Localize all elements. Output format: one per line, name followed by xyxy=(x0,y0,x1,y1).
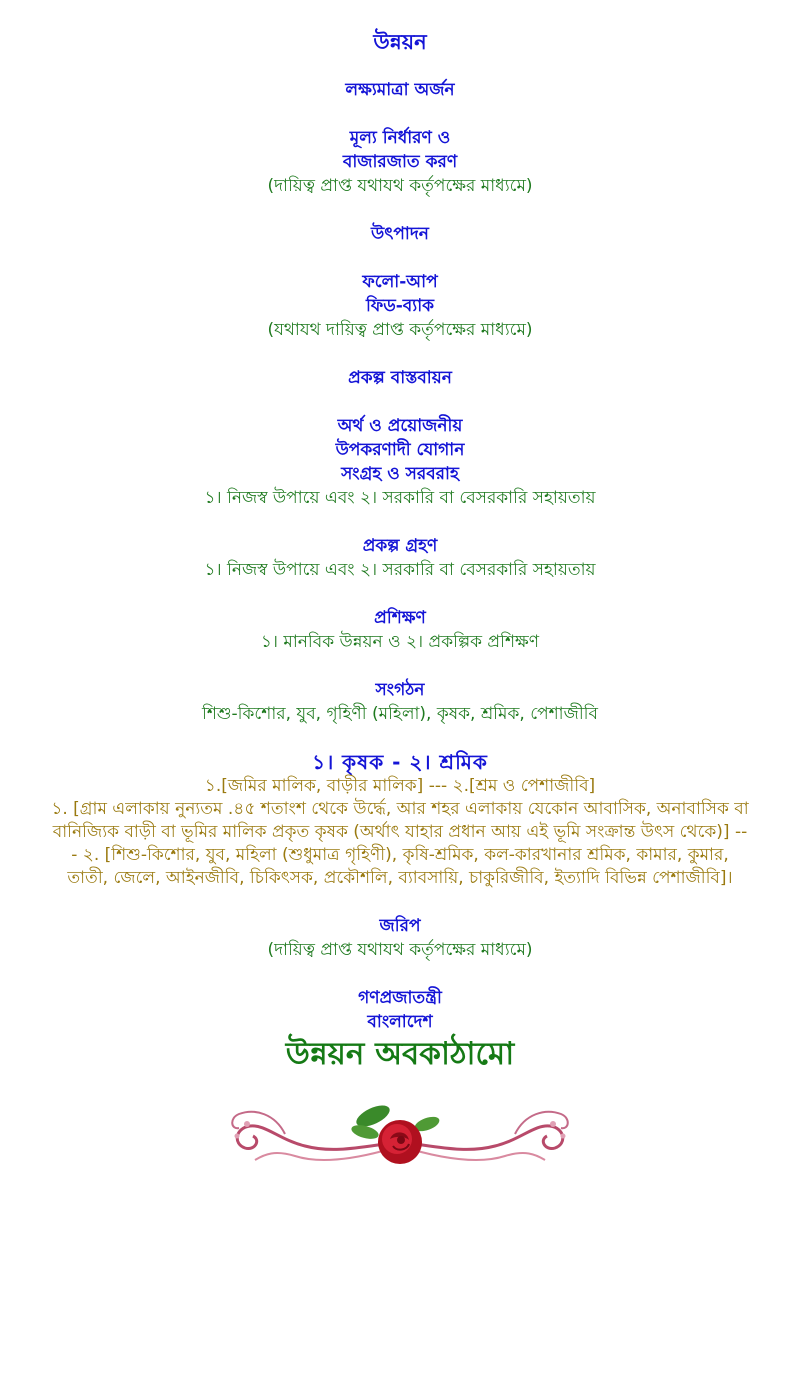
classes-summary: ১.[জমির মালিক, বাড়ীর মালিক] --- ২.[শ্রম ও পেশাজীবি] xyxy=(204,776,596,796)
production-heading: উৎপাদন xyxy=(371,224,429,244)
organization-note: শিশু-কিশোর, যুব, গৃহিণী (মহিলা), কৃষক, শ্রমিক, পেশাজীবি xyxy=(201,704,599,724)
classes-heading: ১। কৃষক - ২। শ্রমিক xyxy=(312,750,488,774)
organization-heading: সংগঠন xyxy=(375,680,425,700)
supply-line-3: সংগ্রহ ও সরবরাহ xyxy=(341,464,459,484)
pricing-note: (দায়িত্ব প্রাপ্ত যথাযথ কর্তৃপক্ষের মাধ্যমে) xyxy=(267,176,533,196)
footer-line-1: গণপ্রজাতন্ত্রী xyxy=(358,988,442,1008)
followup-note: (যথাযথ দায়িত্ব প্রাপ্ত কর্তৃপক্ষের মাধ্যমে) xyxy=(267,320,533,340)
supply-note: ১। নিজস্ব উপায়ে এবং ২। সরকারি বা বেসরকারি সহায়তায় xyxy=(204,488,596,508)
classes-detail: ১. [গ্রাম এলাকায় নুন্যতম .৪৫ শতাংশ থেকে উর্দ্ধে, আর শহর এলাকায় যেকোন আবাসিক, অনাবাসিক বা বানিজ্যিক বাড়ী বা ভূমির মালিক প্রকৃত কৃষক (অর্থাৎ যাহার প্রধান আয় এই ভূমি সংক্রান্ত উৎস থেকে)] --- ২. [শিশু-কিশোর, যুব, মহিলা (শুধুমাত্র গৃহিণী), কৃষি-শ্রমিক, কল-কারখানার শ্রমিক, কামার, কুমার, তাতী, জেলে, আইনজীবি, চিকিৎসক, প্রকৌশলি, ব্যাবসায়ি, চাকুরিজীবি, ইত্যাদি বিভিন্ন পেশাজীবি]। xyxy=(51,799,749,888)
footer-line-2: বাংলাদেশ xyxy=(367,1012,433,1032)
followup-line-2: ফিড-ব্যাক xyxy=(365,296,435,316)
adoption-heading: প্রকল্প গ্রহণ xyxy=(362,536,438,556)
adoption-note: ১। নিজস্ব উপায়ে এবং ২। সরকারি বা বেসরকারি সহায়তায় xyxy=(204,560,596,580)
pricing-line-2: বাজারজাত করণ xyxy=(342,152,458,172)
survey-note: (দায়িত্ব প্রাপ্ত যথাযথ কর্তৃপক্ষের মাধ্যমে) xyxy=(267,940,533,960)
survey-heading: জরিপ xyxy=(379,916,421,936)
footer-main-title: উন্নয়ন অবকাঠামো xyxy=(285,1036,515,1072)
pricing-line-1: মূল্য নির্ধারণ ও xyxy=(349,128,451,148)
training-heading: প্রশিক্ষণ xyxy=(374,608,426,628)
followup-line-1: ফলো-আপ xyxy=(362,272,438,292)
implementation-heading: প্রকল্প বাস্তবায়ন xyxy=(348,368,452,388)
rose-scroll-ornament-icon xyxy=(225,1094,575,1174)
training-note: ১। মানবিক উন্নয়ন ও ২। প্রকল্পিক প্রশিক্ষণ xyxy=(260,632,540,652)
supply-line-2: উপকরণাদী যোগান xyxy=(335,440,465,460)
goal-heading: লক্ষ্যমাত্রা অর্জন xyxy=(345,80,455,100)
page-title: উন্নয়ন xyxy=(373,30,427,54)
supply-line-1: অর্থ ও প্রয়োজনীয় xyxy=(337,416,463,436)
